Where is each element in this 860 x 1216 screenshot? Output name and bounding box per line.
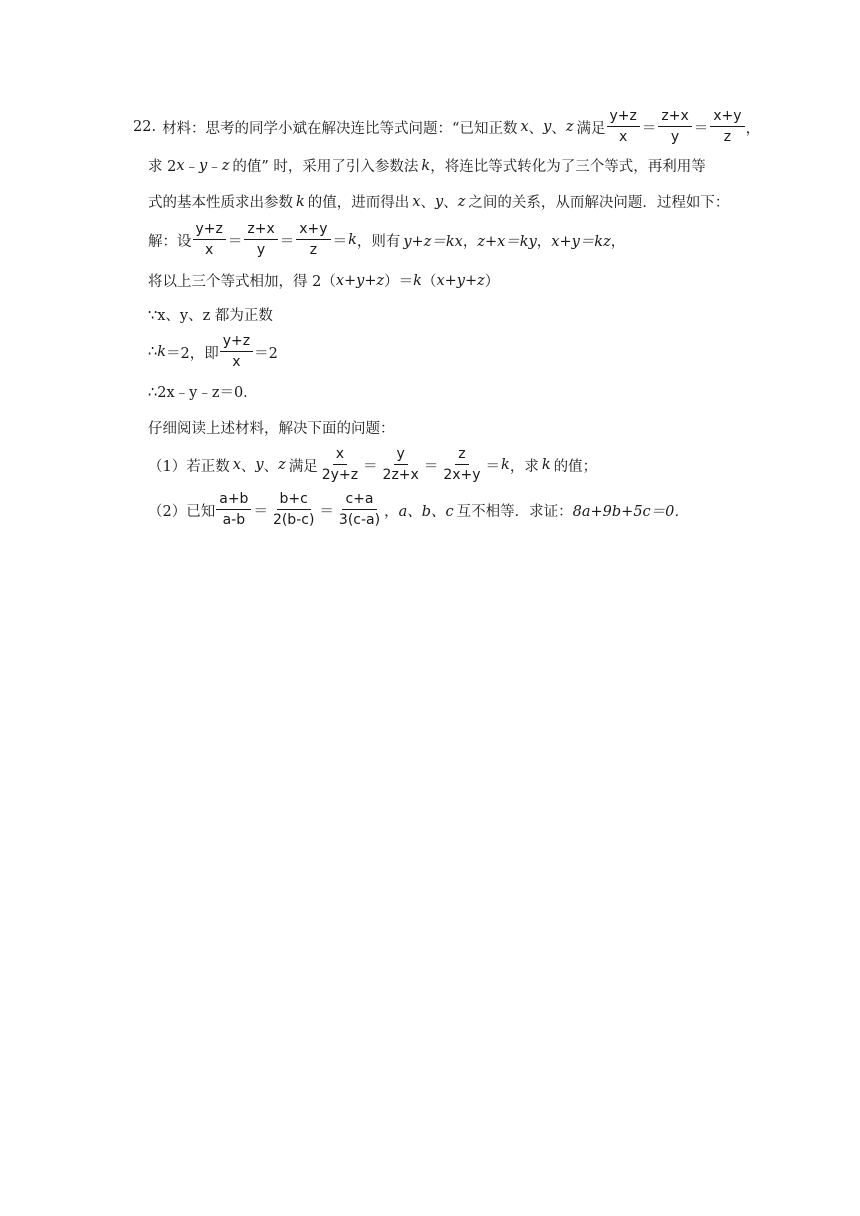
solution-label: 解：设 bbox=[148, 233, 192, 250]
text: 的值，进而得出 bbox=[307, 195, 410, 211]
fraction bbox=[220, 333, 253, 371]
fraction bbox=[607, 108, 640, 146]
minus: ﹣ bbox=[184, 159, 200, 175]
intro-text: 满足 bbox=[576, 120, 606, 137]
fraction bbox=[296, 221, 330, 259]
comma: ， bbox=[536, 233, 552, 250]
numerator: x+y bbox=[296, 221, 330, 240]
var-z: z bbox=[565, 119, 574, 135]
var-k: k bbox=[541, 457, 551, 473]
var-x: x bbox=[176, 157, 185, 174]
denominator: 2(b-c) bbox=[272, 512, 315, 528]
text: （1）若正数 bbox=[148, 458, 230, 475]
problem-number: 22. bbox=[133, 119, 157, 135]
numerator: z+x bbox=[658, 108, 691, 127]
fraction bbox=[244, 221, 277, 259]
fraction bbox=[270, 491, 317, 529]
var-z: z bbox=[221, 157, 230, 174]
equals-sign: ＝ bbox=[363, 458, 378, 475]
equals-sign: ＝ bbox=[319, 503, 334, 520]
sum-line bbox=[148, 270, 499, 291]
expression: x+y+z bbox=[436, 272, 485, 289]
equation: x+y＝kz bbox=[551, 233, 611, 250]
comma: ， bbox=[610, 233, 626, 250]
sep: 、 bbox=[528, 120, 544, 137]
numerator: y bbox=[394, 446, 408, 465]
text: ，则有 bbox=[356, 233, 401, 250]
numerator: x bbox=[333, 446, 347, 465]
fraction bbox=[336, 491, 383, 529]
var-x: x bbox=[232, 457, 241, 473]
sep: 、 bbox=[240, 458, 256, 475]
denominator: z bbox=[309, 242, 318, 258]
denominator: 2x+y bbox=[443, 467, 481, 483]
numerator: y+z bbox=[607, 108, 640, 127]
equation: z+x＝ky bbox=[477, 233, 537, 250]
problem-line-3 bbox=[148, 191, 729, 212]
equals-sign: ＝ bbox=[641, 120, 657, 137]
question-2 bbox=[148, 491, 689, 529]
minus: ﹣ bbox=[207, 159, 222, 175]
denominator: y bbox=[256, 242, 266, 258]
text: ）＝ bbox=[384, 274, 414, 290]
equation: y+z＝kx bbox=[403, 233, 463, 250]
text: ＝2，即 bbox=[166, 345, 219, 362]
text: 之间的关系，从而解决问题．过程如下： bbox=[468, 195, 730, 211]
text: ∵x、y、z 都为正数 bbox=[148, 308, 273, 324]
text: 满足 bbox=[288, 458, 318, 475]
fraction bbox=[440, 446, 483, 484]
var-y: y bbox=[255, 457, 264, 473]
text: ，求 bbox=[509, 458, 539, 475]
equation: 8a+9b+5c＝0． bbox=[572, 503, 689, 520]
equals-sign: ＝ bbox=[693, 120, 709, 137]
comma: ， bbox=[384, 503, 399, 520]
text: 的值” 时，采用了引入参数法 bbox=[232, 159, 419, 175]
var-y: y bbox=[543, 119, 552, 135]
text: ∴2x﹣y﹣z＝0． bbox=[148, 385, 258, 401]
var-x: x bbox=[520, 119, 529, 135]
equals-sign: ＝ bbox=[227, 233, 243, 250]
denominator: 2y+z bbox=[321, 467, 359, 483]
variables: a、b、c bbox=[398, 503, 454, 520]
var-k: k bbox=[501, 457, 510, 473]
denominator: 3(c-a) bbox=[338, 512, 381, 528]
sep: 、 bbox=[551, 120, 566, 137]
text: ＝2 bbox=[254, 345, 278, 362]
var-x: x bbox=[412, 193, 421, 210]
instruction-text: 仔细阅读上述材料，解决下面的问题： bbox=[148, 421, 395, 437]
therefore-line-2 bbox=[148, 381, 258, 402]
var-y: y bbox=[434, 193, 444, 210]
because-line bbox=[148, 304, 273, 325]
numerator: a+b bbox=[216, 491, 251, 510]
denominator: x bbox=[232, 354, 241, 370]
text: 求 2 bbox=[148, 159, 177, 175]
denominator: x bbox=[205, 242, 214, 258]
denominator: y bbox=[670, 129, 680, 145]
fraction bbox=[216, 491, 251, 529]
var-k: k bbox=[157, 344, 167, 360]
numerator: c+a bbox=[342, 491, 376, 510]
sep: 、 bbox=[263, 458, 279, 475]
denominator: 2z+x bbox=[382, 467, 419, 483]
fraction bbox=[658, 108, 691, 146]
var-k: k bbox=[413, 272, 422, 289]
text: 将以上三个等式相加，得 2（ bbox=[148, 274, 336, 290]
comma: ， bbox=[462, 233, 478, 250]
numerator: x+y bbox=[710, 108, 744, 127]
denominator: z bbox=[723, 129, 732, 145]
text: 的值； bbox=[553, 458, 598, 475]
numerator: b+c bbox=[277, 491, 311, 510]
text: 互不相等．求证： bbox=[456, 503, 573, 520]
text: （ bbox=[421, 274, 437, 290]
fraction bbox=[319, 446, 361, 484]
solution-line bbox=[148, 221, 625, 259]
var-z: z bbox=[278, 457, 286, 473]
denominator: x bbox=[619, 129, 628, 145]
var-z: z bbox=[457, 193, 466, 210]
sep: 、 bbox=[443, 195, 458, 211]
equals-sign: ＝ bbox=[332, 233, 348, 250]
var-k: k bbox=[296, 193, 305, 210]
comma: ， bbox=[745, 120, 761, 137]
therefore-line-1 bbox=[148, 333, 278, 371]
sep: 、 bbox=[420, 195, 435, 211]
therefore-sign: ∴ bbox=[148, 344, 158, 360]
equals-sign: ＝ bbox=[423, 458, 439, 475]
denominator: a-b bbox=[222, 512, 246, 528]
text: ，将连比等式转化为了三个等式，再利用等 bbox=[430, 159, 706, 175]
numerator: z+x bbox=[244, 221, 277, 240]
var-y: y bbox=[199, 157, 208, 174]
fraction bbox=[710, 108, 744, 146]
equals-sign: ＝ bbox=[279, 233, 295, 250]
text: ） bbox=[484, 274, 500, 290]
equals-sign: ＝ bbox=[253, 503, 268, 520]
numerator: z bbox=[455, 446, 468, 465]
problem-line-2 bbox=[148, 155, 706, 176]
question-1 bbox=[148, 446, 597, 484]
problem-line-1 bbox=[133, 108, 760, 146]
intro-text: 材料：思考的同学小斌在解决连比等式问题：“已知正数 bbox=[162, 120, 518, 137]
text: （2）已知 bbox=[148, 503, 216, 520]
fraction bbox=[380, 446, 422, 484]
numerator: y+z bbox=[193, 221, 226, 240]
text: 式的基本性质求出参数 bbox=[148, 195, 293, 211]
fraction bbox=[193, 221, 226, 259]
expression: x+y+z bbox=[335, 272, 385, 289]
numerator: y+z bbox=[220, 333, 253, 352]
var-k: k bbox=[348, 232, 357, 248]
var-k: k bbox=[421, 157, 431, 174]
instruction-line bbox=[148, 417, 395, 438]
equals-sign: ＝ bbox=[485, 458, 501, 475]
